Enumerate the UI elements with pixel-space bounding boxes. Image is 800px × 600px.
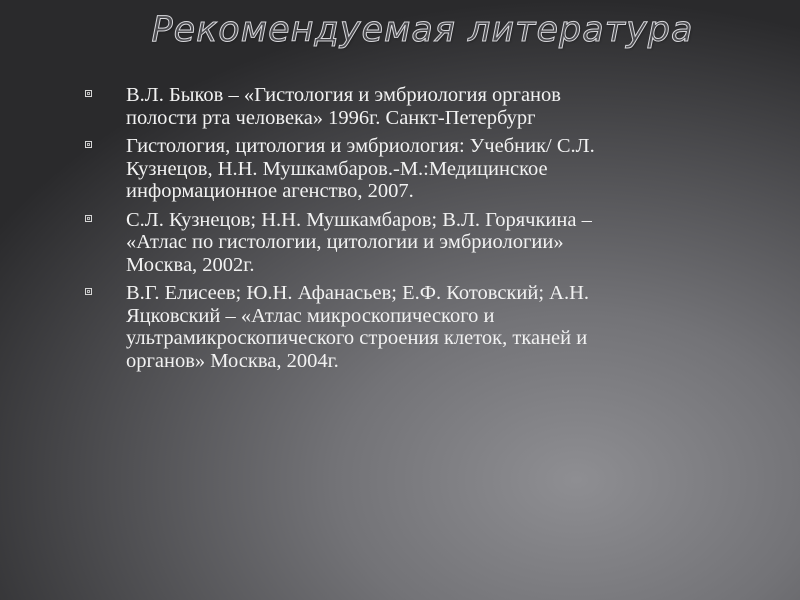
reference-line: ультрамикроскопического строения клеток, тканей и — [126, 327, 588, 349]
reference-list — [85, 84, 765, 378]
reference-item — [85, 209, 765, 277]
reference-line: полости рта человека» 1996г. Санкт-Петербург — [126, 106, 536, 129]
square-bullet-icon — [85, 90, 92, 97]
reference-line: С.Л. Кузнецов; Н.Н. Мушкамбаров; В.Л. Горячкина – — [126, 208, 592, 231]
reference-line: В.Г. Елисеев; Ю.Н. Афанасьев; Е.Ф. Котовский; А.Н. — [126, 282, 590, 304]
reference-item — [85, 84, 765, 129]
reference-line: Гистология, цитология и эмбриология: Учебник/ С.Л. — [126, 135, 595, 157]
reference-item — [85, 135, 765, 203]
square-bullet-icon — [85, 141, 92, 148]
reference-line: органов» Москва, 2004г. — [126, 349, 339, 372]
reference-line: Яцковский – «Атлас микроскопического и — [126, 304, 495, 327]
reference-line: Москва, 2002г. — [126, 253, 255, 276]
reference-line: В.Л. Быков – «Гистология и эмбриология органов — [126, 84, 561, 106]
square-bullet-icon — [85, 288, 92, 295]
square-bullet-icon — [85, 215, 92, 222]
reference-line: «Атлас по гистологии, цитологии и эмбриологии» — [126, 231, 564, 253]
reference-line: Кузнецов, Н.Н. Мушкамбаров.-М.:Медицинское — [126, 157, 548, 180]
slide-title: Рекомендуемая литература — [151, 10, 694, 50]
reference-item — [85, 282, 765, 372]
reference-line: информационное агенство, 2007. — [126, 180, 414, 202]
